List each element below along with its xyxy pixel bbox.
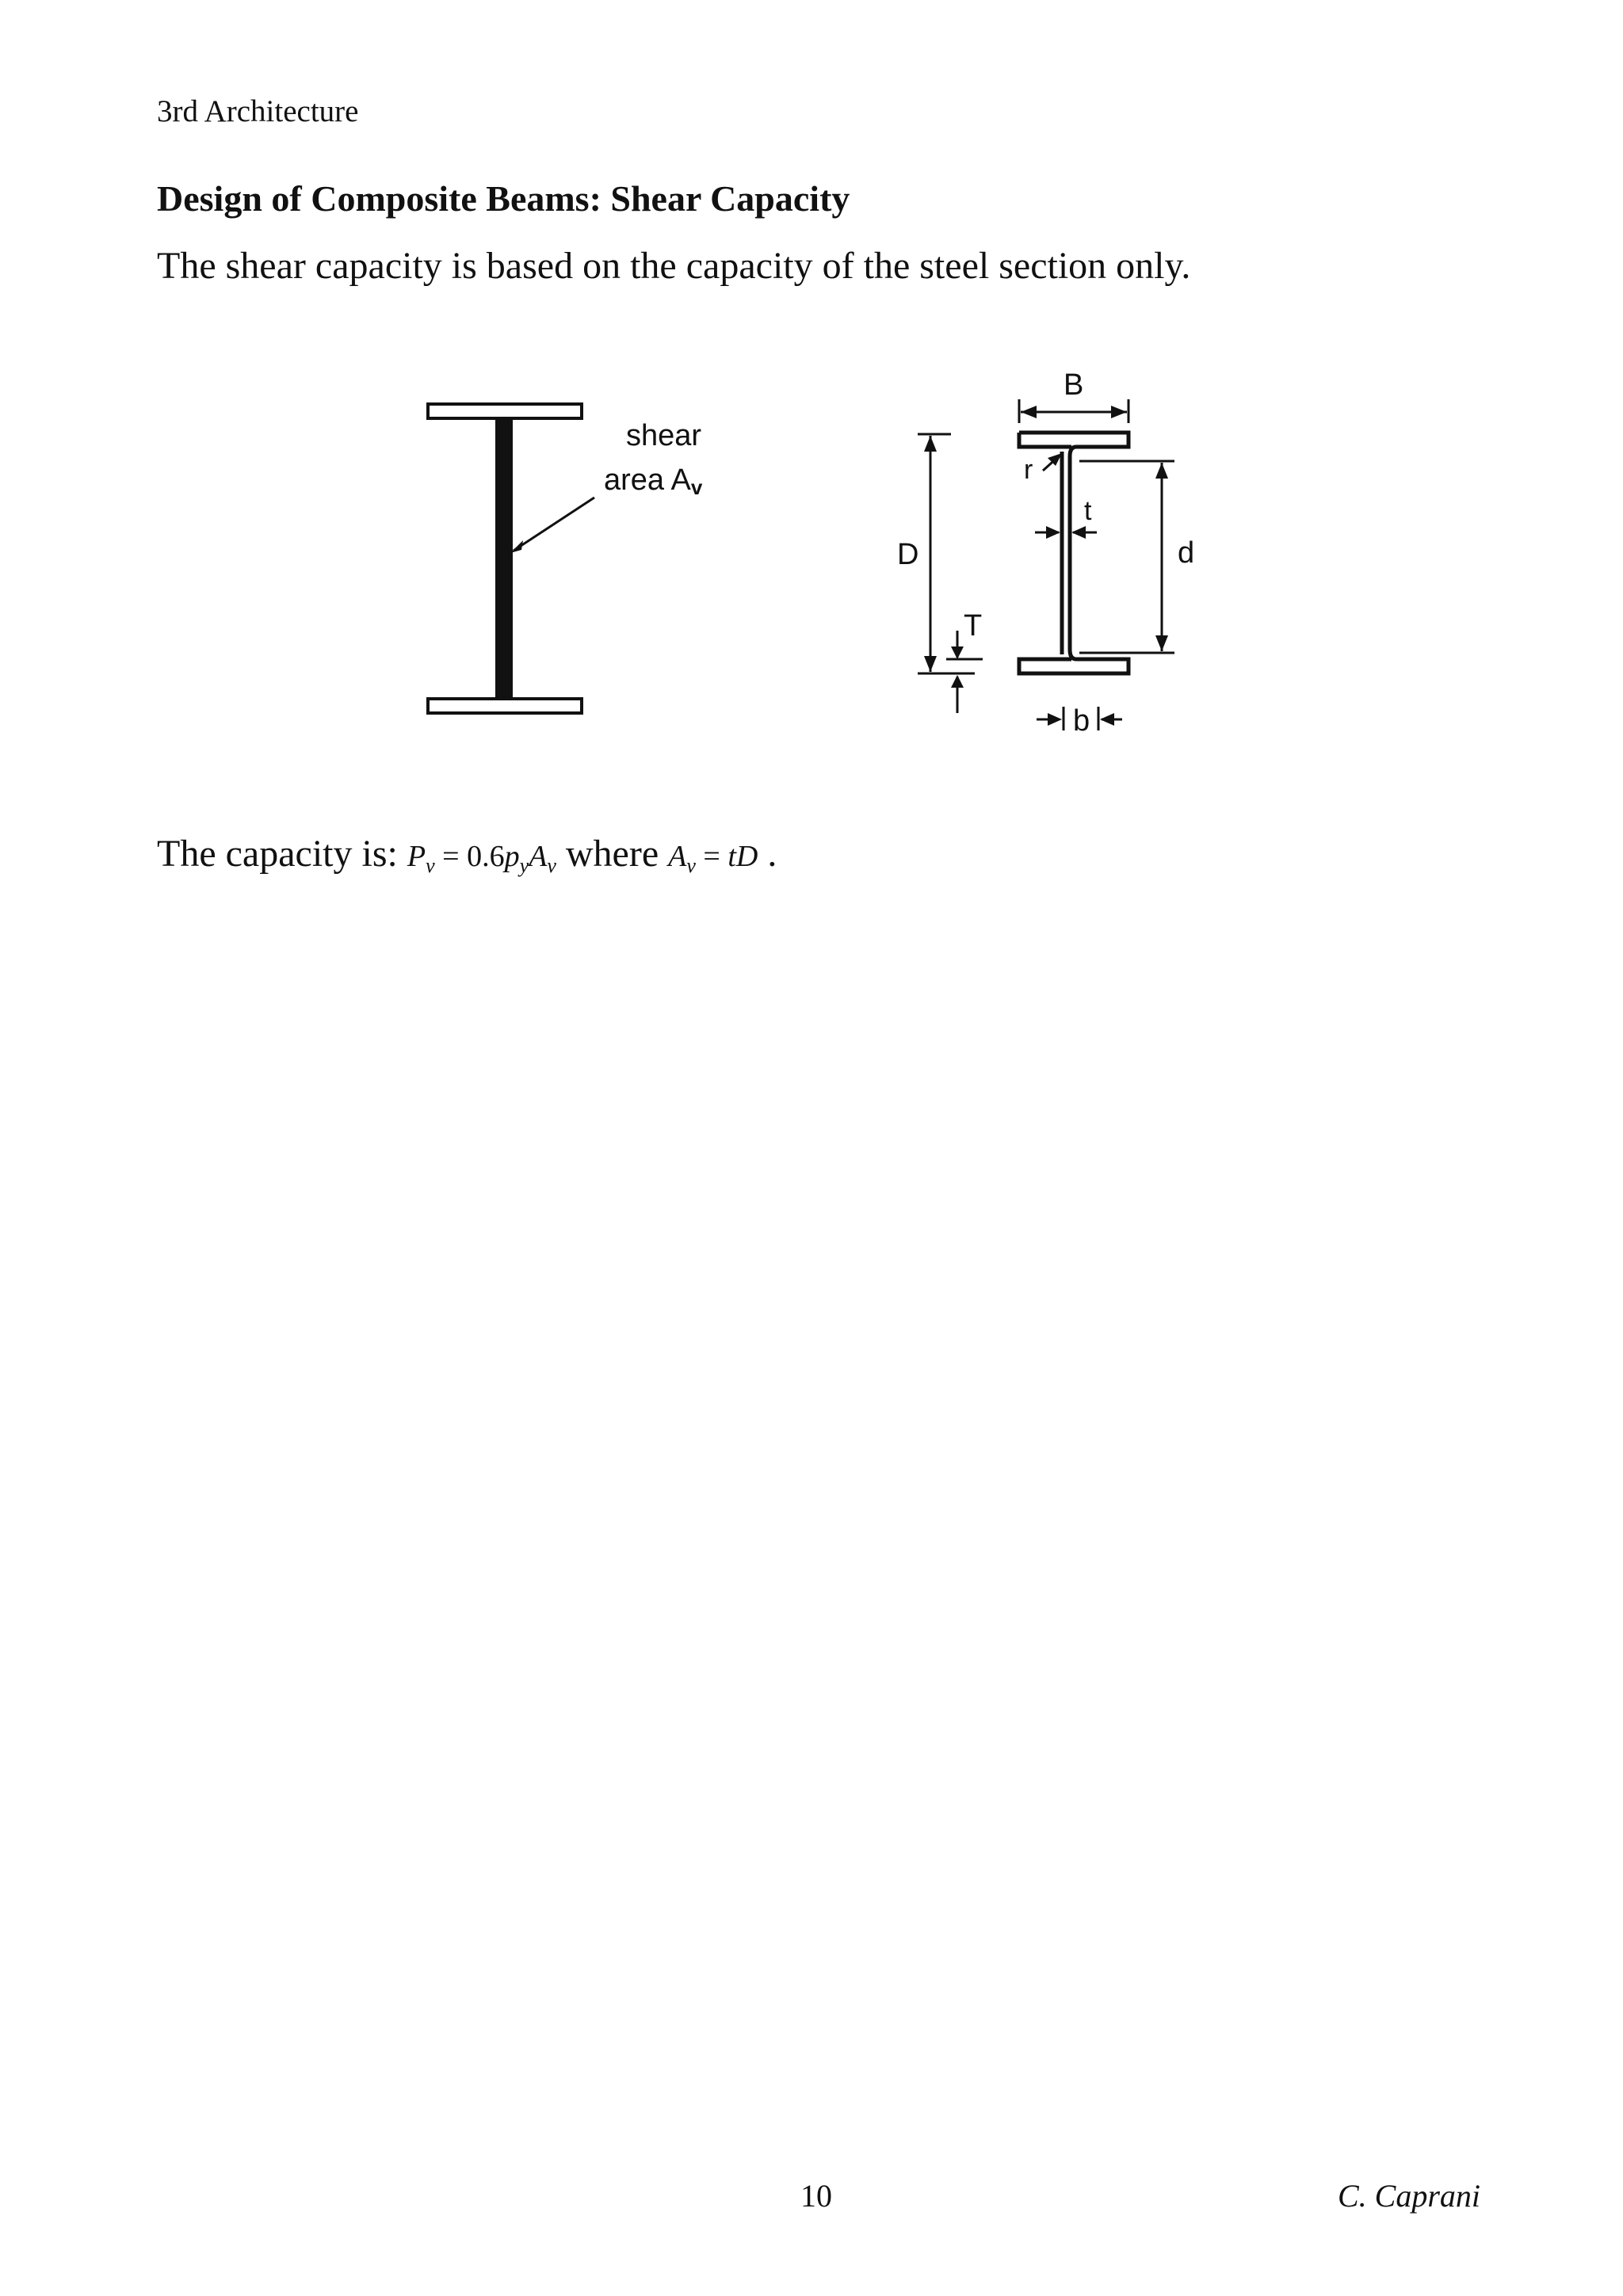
formula-end: . (767, 833, 777, 875)
formula-av: $A_v$ (529, 840, 556, 877)
label-r: r (1024, 455, 1033, 485)
web-shear-area (495, 418, 513, 699)
label-d: d (1178, 536, 1195, 570)
leader-line (514, 498, 594, 551)
formula-lead: The capacity is: (157, 833, 398, 875)
formula-where: where (565, 833, 659, 875)
page-number: 10 (800, 2178, 832, 2214)
author-name: C. Caprani (1337, 2178, 1480, 2214)
formula-av2: $A_v$ (668, 840, 696, 877)
label-D: D (897, 538, 919, 571)
formula-eq: = 0.6 (434, 840, 505, 873)
bottom-flange (428, 699, 582, 713)
label-t: t (1084, 496, 1092, 526)
shear-area-diagram (412, 388, 745, 729)
formula-td: tD (727, 840, 758, 873)
capacity-formula (157, 832, 777, 878)
i-section-outline (1019, 433, 1128, 673)
running-header: 3rd Architecture (157, 94, 359, 128)
formula-eq2: = (695, 840, 728, 873)
shear-label: shear (626, 419, 702, 452)
section-dimensions-diagram (880, 364, 1212, 745)
label-B: B (1064, 368, 1084, 402)
top-flange (428, 404, 582, 418)
formula-pv: $P_v$ (407, 840, 435, 877)
area-label: area Av (604, 463, 703, 499)
label-T: T (964, 609, 983, 643)
label-b: b (1073, 704, 1090, 738)
intro-paragraph: The shear capacity is based on the capacity of the steel section only. (157, 245, 1191, 287)
formula-py: $p_y$ (504, 840, 529, 877)
section-title: Design of Composite Beams: Shear Capacity (157, 178, 850, 219)
